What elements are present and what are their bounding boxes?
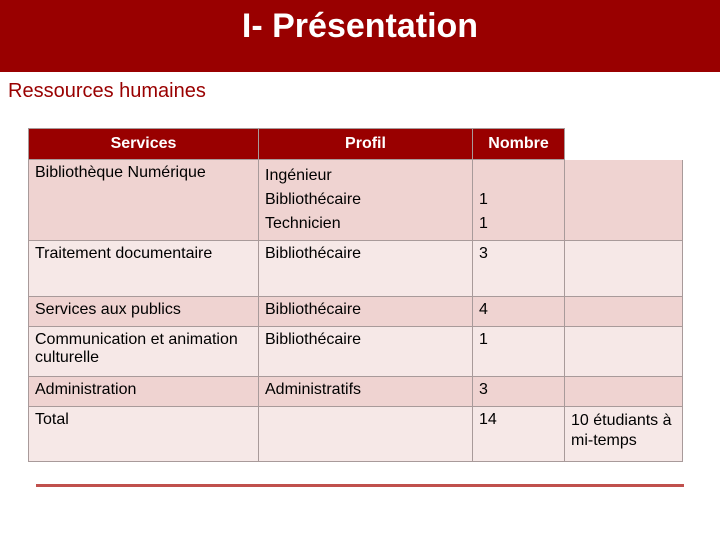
cell-service: Traitement documentaire bbox=[29, 241, 259, 297]
cell-service: Bibliothèque Numérique bbox=[29, 160, 259, 241]
table-row bbox=[29, 297, 683, 327]
table-row bbox=[29, 327, 683, 377]
column-header-empty bbox=[565, 129, 683, 160]
table-row bbox=[29, 377, 683, 407]
cell-profil: Administratifs bbox=[259, 377, 473, 407]
table-total-row bbox=[29, 407, 683, 462]
cell-service: Services aux publics bbox=[29, 297, 259, 327]
total-value: 14 bbox=[473, 407, 565, 462]
title-bar bbox=[0, 0, 720, 72]
nombre-line: 1 bbox=[479, 215, 488, 232]
cell-profil: Bibliothécaire bbox=[259, 297, 473, 327]
table-row bbox=[29, 160, 683, 241]
cell-profil bbox=[259, 160, 473, 241]
nombre-line: 1 bbox=[479, 191, 488, 208]
cell-extra bbox=[565, 377, 683, 407]
profil-line: Technicien bbox=[265, 215, 341, 232]
nombre-line bbox=[479, 164, 558, 188]
page-title: I- Présentation bbox=[241, 6, 479, 45]
total-profil bbox=[259, 407, 473, 462]
column-header-profil: Profil bbox=[259, 129, 473, 160]
cell-nombre bbox=[473, 160, 565, 241]
column-header-nombre: Nombre bbox=[473, 129, 565, 160]
cell-extra bbox=[565, 327, 683, 377]
divider-rule bbox=[36, 484, 684, 487]
profil-line: Ingénieur bbox=[265, 167, 332, 184]
cell-nombre: 1 bbox=[473, 327, 565, 377]
cell-service: Administration bbox=[29, 377, 259, 407]
cell-nombre: 3 bbox=[473, 241, 565, 297]
cell-service: Communication et animation culturelle bbox=[29, 327, 259, 377]
total-note: 10 étudiants à mi-temps bbox=[565, 407, 683, 462]
cell-extra bbox=[565, 297, 683, 327]
resources-table bbox=[28, 128, 683, 462]
profil-line: Bibliothécaire bbox=[265, 191, 362, 208]
column-header-services: Services bbox=[29, 129, 259, 160]
cell-nombre: 3 bbox=[473, 377, 565, 407]
cell-extra bbox=[565, 241, 683, 297]
section-subtitle: Ressources humaines bbox=[8, 80, 206, 102]
total-label: Total bbox=[29, 407, 259, 462]
table-header-row bbox=[29, 129, 683, 160]
cell-extra bbox=[565, 160, 683, 241]
table-row bbox=[29, 241, 683, 297]
cell-profil: Bibliothécaire bbox=[259, 241, 473, 297]
cell-profil: Bibliothécaire bbox=[259, 327, 473, 377]
cell-nombre: 4 bbox=[473, 297, 565, 327]
